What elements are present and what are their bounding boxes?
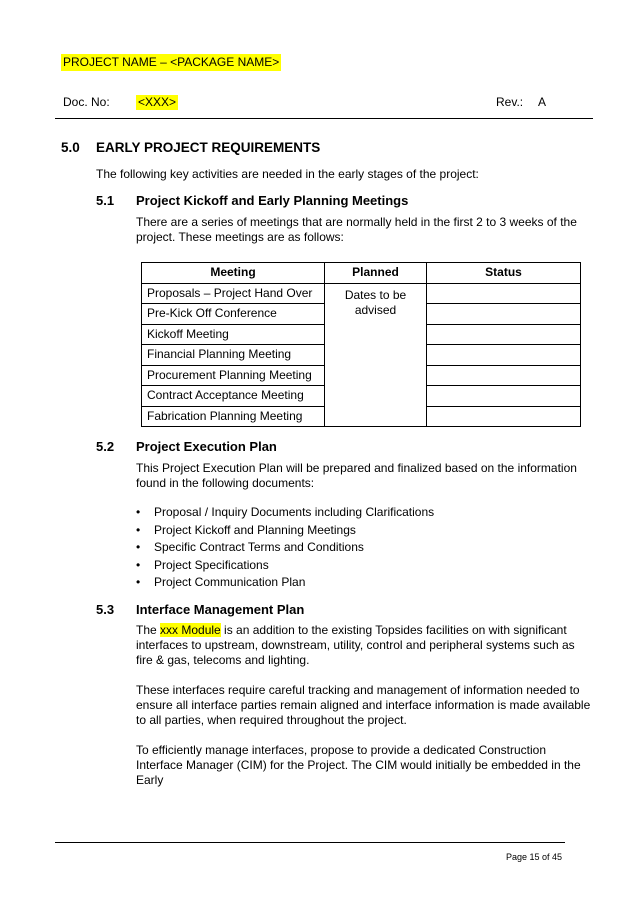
bullet-icon: • [136,557,141,572]
s53-title: Interface Management Plan [136,602,305,617]
meeting-cell: Kickoff Meeting [142,324,325,345]
meeting-cell: Pre-Kick Off Conference [142,304,325,325]
table-header-row [142,263,581,284]
list-item [136,575,434,593]
meeting-cell: Fabrication Planning Meeting [142,406,325,427]
meeting-cell: Procurement Planning Meeting [142,365,325,386]
list-item [136,558,434,576]
status-cell [427,283,581,304]
doc-no-label: Doc. No: [63,95,110,109]
s53-paragraph-3: To efficiently manage interfaces, propose to provide a dedicated Construction Interface Manager (CIM) for the Project. The CIM would initially be embedded in the Early [136,743,581,787]
list-item [136,505,434,523]
rev-value: A [538,95,547,109]
s52-title: Project Execution Plan [136,439,277,454]
module-name-highlight: xxx Module [160,623,221,637]
footer-divider [55,842,565,843]
list-item [136,523,434,541]
list-item-text: Proposal / Inquiry Documents including Clarifications [154,505,435,519]
s51-title: Project Kickoff and Early Planning Meetings [136,193,409,208]
section-number: 5.0 [61,140,80,155]
status-cell [427,304,581,325]
bullet-icon: • [136,522,141,537]
page-number: Page 15 of 45 [506,852,563,862]
status-cell [427,386,581,407]
s53-p1-pre: The [136,623,161,637]
documents-list [136,505,434,593]
bullet-icon: • [136,540,141,555]
meeting-cell: Financial Planning Meeting [142,345,325,366]
doc-no-value: <XXX> [138,95,177,109]
list-item-text: Project Kickoff and Planning Meetings [154,522,356,537]
bullet-icon: • [136,505,141,519]
table-row [142,283,581,304]
meeting-cell: Contract Acceptance Meeting [142,386,325,407]
bullet-icon: • [136,575,141,590]
section-title: EARLY PROJECT REQUIREMENTS [96,140,321,155]
project-name: PROJECT NAME – <PACKAGE NAME> [63,55,280,69]
status-cell [427,406,581,427]
section-intro: The following key activities are needed in the early stages of the project: [96,167,479,181]
list-item-text: Specific Contract Terms and Conditions [154,540,364,555]
s53-paragraph-1 [136,623,591,668]
list-item [136,540,434,558]
s51-number: 5.1 [96,193,115,208]
s52-text: This Project Execution Plan will be prepared and finalized based on the information found in the following documents: [136,461,577,490]
col-header-planned: Planned [325,263,427,284]
status-cell [427,365,581,386]
s53-paragraph-2: These interfaces require careful tracking and management of information needed to ensure all interface parties remain aligned and interface information is made available to all parties, when required throughout the project. [136,683,591,727]
s53-number: 5.3 [96,602,115,617]
status-cell [427,345,581,366]
list-item-text: Project Specifications [154,557,269,572]
col-header-meeting: Meeting [142,263,325,284]
list-item-text: Project Communication Plan [154,575,306,590]
s52-number: 5.2 [96,439,115,454]
meeting-cell: Proposals – Project Hand Over [142,283,325,304]
meetings-table [141,262,581,427]
planned-cell: Dates to be advised [325,283,427,427]
status-cell [427,324,581,345]
rev-label: Rev.: [496,95,524,109]
s51-text: There are a series of meetings that are normally held in the first 2 to 3 weeks of the project. These meetings are as follows: [136,215,577,244]
s53-p1-post: is an addition to the existing Topsides facilities on with significant interfaces to upstream, downstream, utility, control and peripheral systems such as fire & gas, telecoms and lighting. [136,623,575,667]
col-header-status: Status [427,263,581,284]
header-divider [55,118,593,119]
